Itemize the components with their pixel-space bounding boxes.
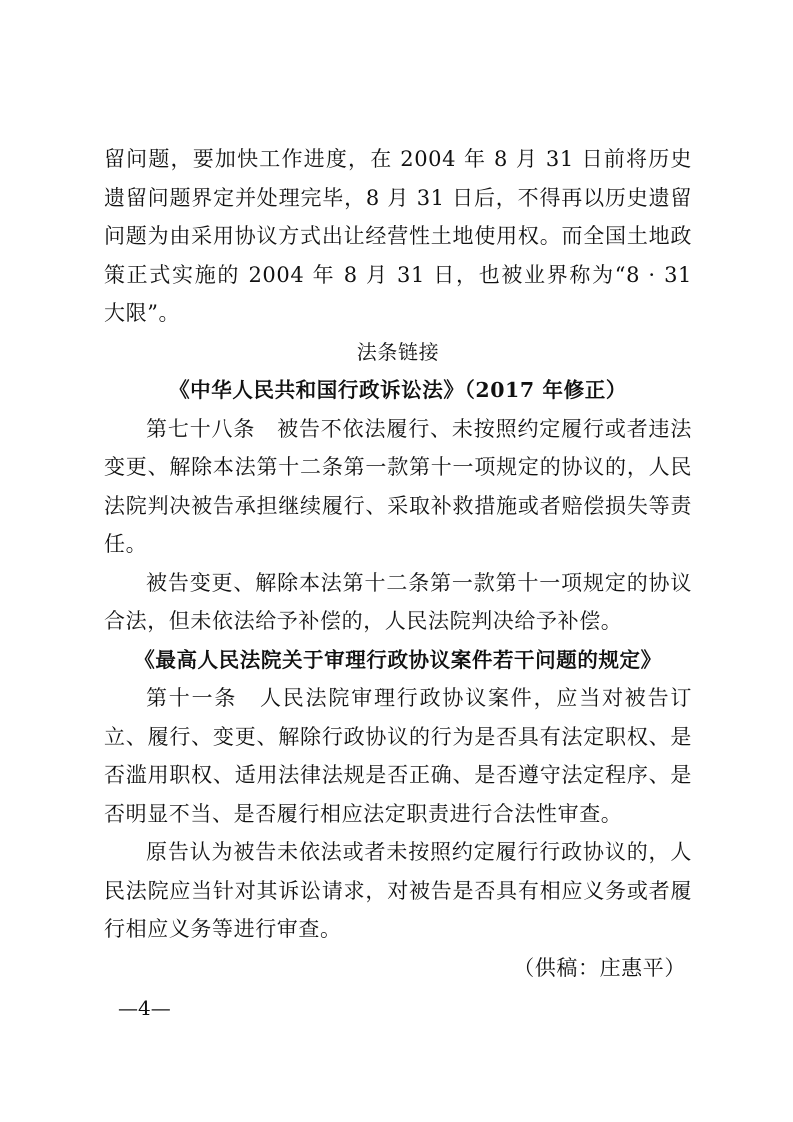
law1-article-78-para2: 被告变更、解除本法第十二条第一款第十一项规定的协议合法，但未依法给予补偿的，人民法院判决给予补偿。 — [104, 570, 692, 633]
law2-article-11-para2: 原告认为被告未依法或者未按照约定履行行政协议的，人民法院应当针对其诉讼请求，对被告是否具有相应义务或者履行相应义务等进行审查。 — [104, 840, 692, 941]
paragraph-intro: 留问题，要加快工作进度，在 2004 年 8 月 31 日前将历史遗留问题界定并处理完毕，8 月 31 日后，不得再以历史遗留问题为由采用协议方式出让经营性土地使用权。而全国土地政策正式实施的 2004 年 8 月 31 日，也被业界称为“8 · 31 大限”。 — [104, 147, 692, 325]
law2-article-11: 第十一条 人民法院审理行政协议案件，应当对被告订立、履行、变更、解除行政协议的行为是否具有法定职权、是否滥用职权、适用法律法规是否正确、是否遵守法定程序、是否明显不当、是否履行相应法定职责进行合法性审查。 — [104, 686, 692, 826]
section-title: 法条链接 — [356, 339, 440, 364]
document-body — [104, 140, 692, 987]
law-title-supreme-court-provisions: 《最高人民法院关于审理行政协议案件若干问题的规定》 — [134, 647, 662, 672]
credit-line: （供稿：庄惠平） — [513, 955, 686, 980]
law1-article-78: 第七十八条 被告不依法履行、未按照约定履行或者违法变更、解除本法第十二条第一款第十一项规定的协议的，人民法院判决被告承担继续履行、采取补救措施或者赔偿损失等责任。 — [104, 416, 692, 556]
law-title-administrative-litigation: 《中华人民共和国行政诉讼法》（2017 年修正） — [169, 378, 627, 402]
page-number: —4— — [118, 996, 171, 1020]
